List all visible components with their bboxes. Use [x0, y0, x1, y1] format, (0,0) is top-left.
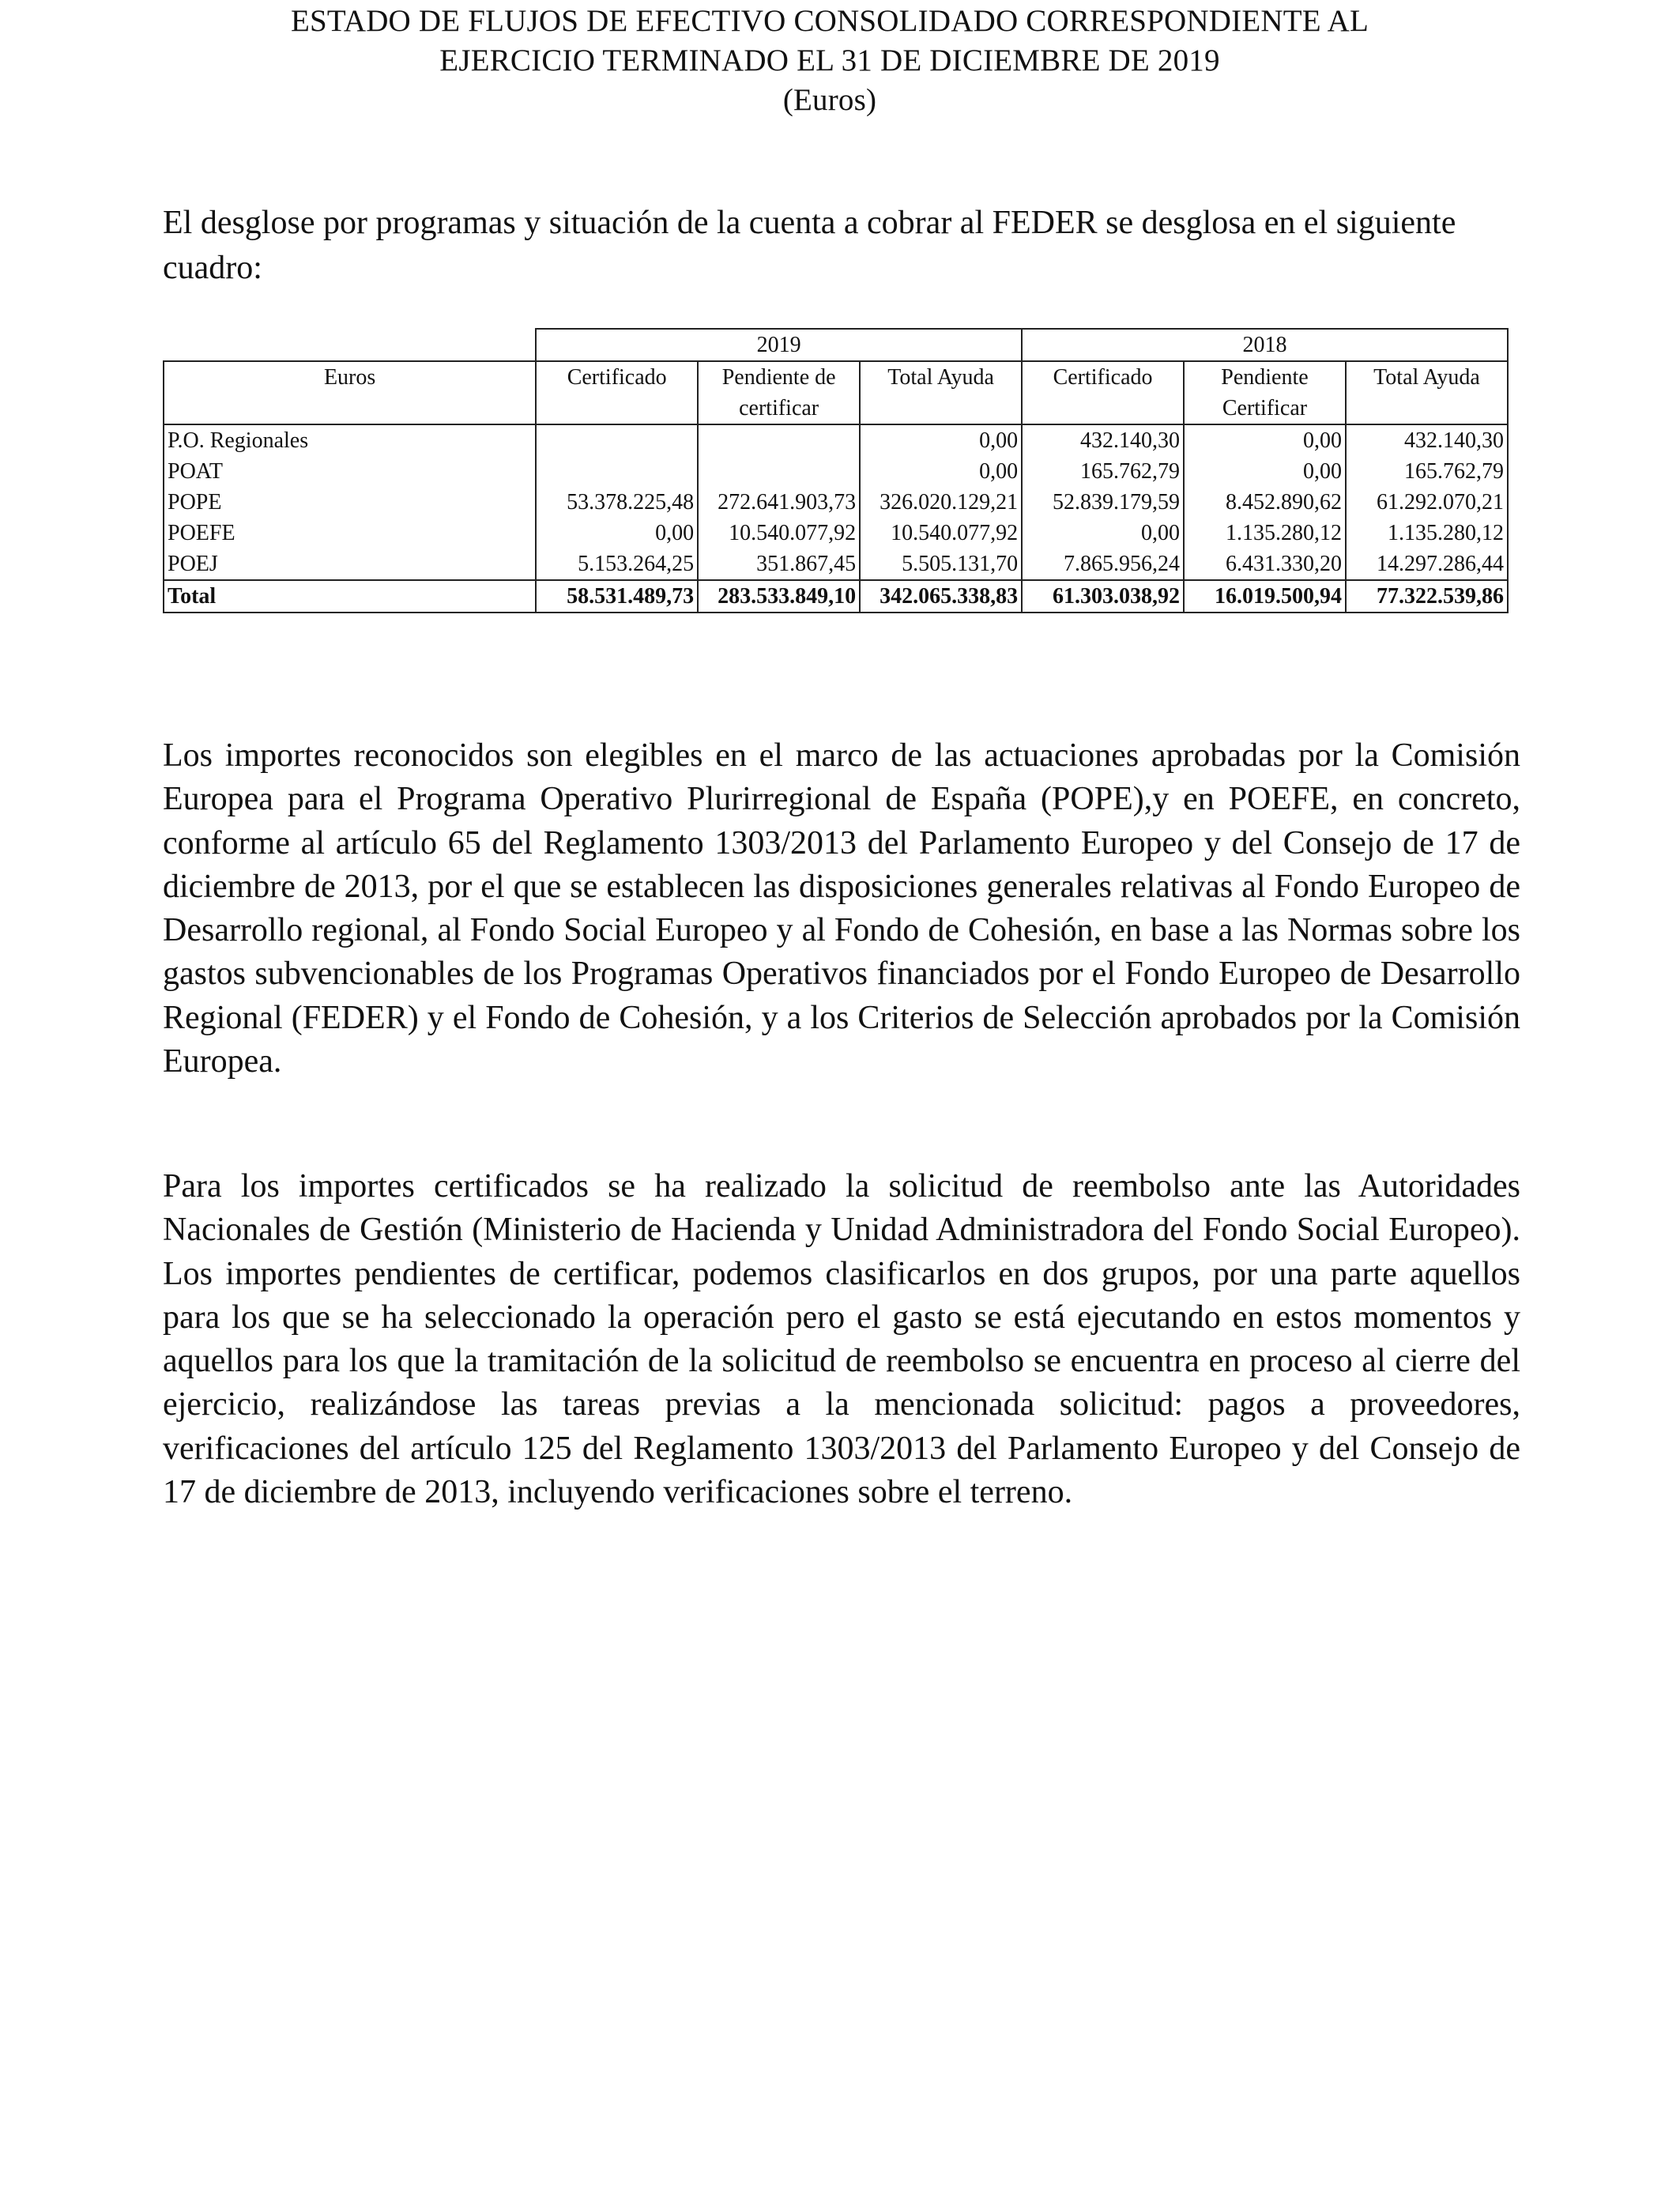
row-label: POAT	[164, 456, 536, 487]
cell-2019-certificado	[536, 456, 698, 487]
cell-2019-total: 326.020.129,21	[860, 487, 1022, 518]
col-2019-total: Total Ayuda	[860, 361, 1022, 424]
col-2019-certificado: Certificado	[536, 361, 698, 424]
header-line-1: ESTADO DE FLUJOS DE EFECTIVO CONSOLIDADO CORRESPONDIENTE AL	[291, 4, 1369, 38]
cell-2019-total: 10.540.077,92	[860, 518, 1022, 548]
cell-2019-pendiente: 351.867,45	[698, 548, 860, 580]
year-2019-header: 2019	[536, 329, 1022, 361]
total-2018-total: 77.322.539,86	[1346, 580, 1508, 613]
cell-2018-pendiente: 6.431.330,20	[1184, 548, 1346, 580]
table-row	[164, 424, 1508, 456]
total-2019-total: 342.065.338,83	[860, 580, 1022, 613]
cell-2019-pendiente: 10.540.077,92	[698, 518, 860, 548]
cell-2019-total: 0,00	[860, 424, 1022, 456]
header-line-3: (Euros)	[782, 83, 877, 117]
col-euros-header: Euros	[164, 361, 536, 424]
document-header	[0, 2, 1680, 120]
cell-2018-total: 14.297.286,44	[1346, 548, 1508, 580]
cell-2019-pendiente	[698, 456, 860, 487]
cell-2019-pendiente: 272.641.903,73	[698, 487, 860, 518]
cell-2018-certificado: 432.140,30	[1022, 424, 1184, 456]
cell-2018-total: 1.135.280,12	[1346, 518, 1508, 548]
paragraph-reimbursement: Para los importes certificados se ha realizado la solicitud de reembolso ante las Autoridades Nacionales de Gestión (Ministerio de Hacienda y Unidad Administradora del Fondo Social Europeo). Los importes pendientes de certificar, podemos clasificarlos en dos grupos, por una parte aquellos para los que se ha seleccionado la operación pero el gasto se está ejecutando en estos momentos y aquellos para los que la tramitación de la solicitud de reembolso se encuentra en proceso al cierre del ejercicio, realizándose las tareas previas a la mencionada solicitud: pagos a proveedores, verificaciones del artículo 125 del Reglamento 1303/2013 del Parlamento Europeo y del Consejo de 17 de diciembre de 2013, incluyendo verificaciones sobre el terreno.	[163, 1168, 1520, 1511]
cell-2019-certificado	[536, 424, 698, 456]
year-header-row	[164, 329, 1508, 361]
cell-2019-total: 5.505.131,70	[860, 548, 1022, 580]
cell-2018-certificado: 0,00	[1022, 518, 1184, 548]
cell-2019-pendiente	[698, 424, 860, 456]
cell-2018-total: 61.292.070,21	[1346, 487, 1508, 518]
cell-2019-certificado: 5.153.264,25	[536, 548, 698, 580]
intro-paragraph: El desglose por programas y situación de la cuenta a cobrar al FEDER se desglosa en el siguiente cuadro:	[163, 205, 1456, 286]
cell-2019-certificado: 53.378.225,48	[536, 487, 698, 518]
cell-2019-certificado: 0,00	[536, 518, 698, 548]
row-label: POEJ	[164, 548, 536, 580]
total-row	[164, 580, 1508, 613]
col-2018-pendiente: Pendiente Certificar	[1184, 361, 1346, 424]
feder-breakdown-table	[163, 328, 1509, 613]
total-label: Total	[164, 580, 536, 613]
header-line-2: EJERCICIO TERMINADO EL 31 DE DICIEMBRE DE 2019	[439, 43, 1220, 77]
col-2018-certificado: Certificado	[1022, 361, 1184, 424]
col-2018-total: Total Ayuda	[1346, 361, 1508, 424]
row-label: POEFE	[164, 518, 536, 548]
table-row	[164, 518, 1508, 548]
cell-2018-certificado: 52.839.179,59	[1022, 487, 1184, 518]
cell-2018-total: 432.140,30	[1346, 424, 1508, 456]
year-2018-header: 2018	[1022, 329, 1508, 361]
total-2018-certificado: 61.303.038,92	[1022, 580, 1184, 613]
cell-2018-certificado: 7.865.956,24	[1022, 548, 1184, 580]
cell-2019-total: 0,00	[860, 456, 1022, 487]
cell-2018-certificado: 165.762,79	[1022, 456, 1184, 487]
cell-2018-pendiente: 8.452.890,62	[1184, 487, 1346, 518]
paragraph-eligibility: Los importes reconocidos son elegibles en el marco de las actuaciones aprobadas por la Comisión Europea para el Programa Operativo Plurirregional de España (POPE),y en POEFE, en concreto, conforme al artículo 65 del Reglamento 1303/2013 del Parlamento Europeo y del Consejo de 17 de diciembre de 2013, por el que se establecen las disposiciones generales relativas al Fondo Europeo de Desarrollo regional, al Fondo Social Europeo y al Fondo de Cohesión, en base a las Normas sobre los gastos subvencionables de los Programas Operativos financiados por el Fondo Europeo de Desarrollo Regional (FEDER) y el Fondo de Cohesión, y a los Criterios de Selección aprobados por la Comisión Europea.	[163, 737, 1520, 1080]
table-row	[164, 456, 1508, 487]
cell-2018-total: 165.762,79	[1346, 456, 1508, 487]
table-row	[164, 487, 1508, 518]
row-label: POPE	[164, 487, 536, 518]
col-2019-pendiente: Pendiente de certificar	[698, 361, 860, 424]
total-2018-pendiente: 16.019.500,94	[1184, 580, 1346, 613]
table-row	[164, 548, 1508, 580]
total-2019-certificado: 58.531.489,73	[536, 580, 698, 613]
total-2019-pendiente: 283.533.849,10	[698, 580, 860, 613]
cell-2018-pendiente: 0,00	[1184, 424, 1346, 456]
cell-2018-pendiente: 1.135.280,12	[1184, 518, 1346, 548]
cell-2018-pendiente: 0,00	[1184, 456, 1346, 487]
column-header-row	[164, 361, 1508, 424]
row-label: P.O. Regionales	[164, 424, 536, 456]
